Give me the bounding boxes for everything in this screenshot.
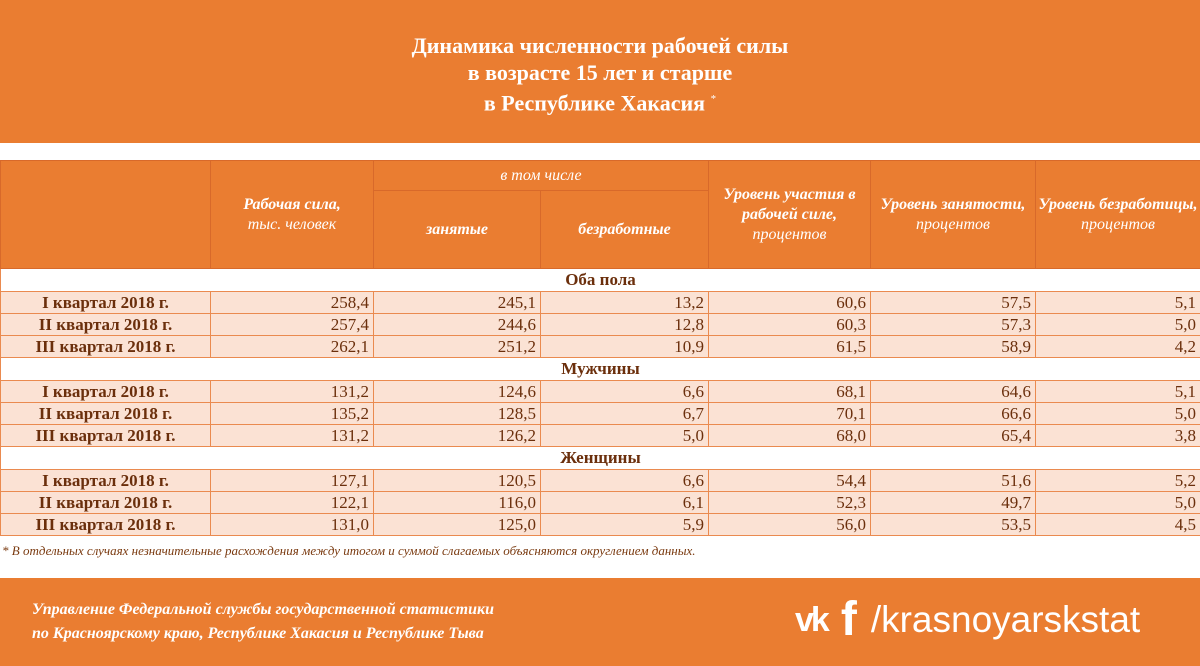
table-cell: 56,0 xyxy=(709,514,871,536)
row-label: II квартал 2018 г. xyxy=(1,314,211,336)
table-cell: 60,6 xyxy=(709,292,871,314)
row-label: III квартал 2018 г. xyxy=(1,514,211,536)
table-cell: 12,8 xyxy=(541,314,709,336)
table-cell: 57,5 xyxy=(871,292,1036,314)
table-cell: 124,6 xyxy=(374,381,541,403)
header-employed: занятые xyxy=(374,191,541,269)
table-cell: 127,1 xyxy=(211,470,374,492)
table-cell: 54,4 xyxy=(709,470,871,492)
row-label: II квартал 2018 г. xyxy=(1,403,211,425)
table-row xyxy=(1,336,1200,358)
table-cell: 126,2 xyxy=(374,425,541,447)
table-cell: 258,4 xyxy=(211,292,374,314)
table-cell: 131,2 xyxy=(211,381,374,403)
table-cell: 257,4 xyxy=(211,314,374,336)
table-cell: 53,5 xyxy=(871,514,1036,536)
section-title: Мужчины xyxy=(1,358,1200,381)
table-cell: 65,4 xyxy=(871,425,1036,447)
table-cell: 262,1 xyxy=(211,336,374,358)
section-title: Оба пола xyxy=(1,269,1200,292)
table-cell: 244,6 xyxy=(374,314,541,336)
section-row xyxy=(1,358,1200,381)
section-row xyxy=(1,447,1200,470)
table-cell: 5,2 xyxy=(1036,470,1200,492)
table-cell: 10,9 xyxy=(541,336,709,358)
table-row xyxy=(1,470,1200,492)
table-cell: 70,1 xyxy=(709,403,871,425)
header-including: в том числе xyxy=(374,161,709,191)
table-cell: 51,6 xyxy=(871,470,1036,492)
header-empty xyxy=(1,161,211,269)
title-banner xyxy=(0,0,1200,143)
table-cell: 125,0 xyxy=(374,514,541,536)
table-cell: 5,0 xyxy=(1036,403,1200,425)
section-title: Женщины xyxy=(1,447,1200,470)
table-cell: 57,3 xyxy=(871,314,1036,336)
header-labor: Рабочая сила, тыс. человек xyxy=(211,161,374,269)
table-cell: 122,1 xyxy=(211,492,374,514)
table-cell: 5,1 xyxy=(1036,381,1200,403)
table-cell: 131,2 xyxy=(211,425,374,447)
row-label: I квартал 2018 г. xyxy=(1,470,211,492)
table-cell: 135,2 xyxy=(211,403,374,425)
table-cell: 245,1 xyxy=(374,292,541,314)
table-cell: 52,3 xyxy=(709,492,871,514)
row-label: I квартал 2018 г. xyxy=(1,381,211,403)
organization-name: Управление Федеральной службы государственной статистики по Красноярскому краю, Республике Хакасия и Республике Тыва xyxy=(32,601,494,642)
table-cell: 64,6 xyxy=(871,381,1036,403)
table-cell: 61,5 xyxy=(709,336,871,358)
table-cell: 68,1 xyxy=(709,381,871,403)
table-cell: 128,5 xyxy=(374,403,541,425)
footer-banner xyxy=(0,578,1200,666)
table-cell: 5,0 xyxy=(541,425,709,447)
table-row xyxy=(1,514,1200,536)
row-label: I квартал 2018 г. xyxy=(1,292,211,314)
table-row xyxy=(1,492,1200,514)
table-cell: 68,0 xyxy=(709,425,871,447)
social-handle[interactable]: /krasnoyarskstat xyxy=(870,599,1141,640)
table-cell: 120,5 xyxy=(374,470,541,492)
vk-icon[interactable]: vk xyxy=(795,600,827,639)
table-cell: 49,7 xyxy=(871,492,1036,514)
table-cell: 6,6 xyxy=(541,381,709,403)
table-cell: 131,0 xyxy=(211,514,374,536)
facebook-icon[interactable]: f xyxy=(840,593,857,646)
row-label: III квартал 2018 г. xyxy=(1,425,211,447)
header-employment: Уровень занятости, процентов xyxy=(871,161,1036,269)
table-cell: 66,6 xyxy=(871,403,1036,425)
table-cell: 5,0 xyxy=(1036,314,1200,336)
table-row xyxy=(1,381,1200,403)
table-row xyxy=(1,403,1200,425)
table-cell: 58,9 xyxy=(871,336,1036,358)
table-cell: 6,1 xyxy=(541,492,709,514)
table-cell: 4,5 xyxy=(1036,514,1200,536)
table-cell: 4,2 xyxy=(1036,336,1200,358)
title-line-1: Динамика численности рабочей силы xyxy=(411,33,789,58)
footnote: * В отдельных случаях незначительные расхождения между итогом и суммой слагаемых объясняются округлением данных. xyxy=(2,543,696,558)
table-cell: 251,2 xyxy=(374,336,541,358)
table-cell: 5,1 xyxy=(1036,292,1200,314)
title-line-3: в Республике Хакасия xyxy=(483,90,706,116)
table-cell: 116,0 xyxy=(374,492,541,514)
table-row xyxy=(1,425,1200,447)
labor-force-table xyxy=(0,160,1200,536)
table-cell: 6,7 xyxy=(541,403,709,425)
title-footnote-mark: * xyxy=(710,93,717,105)
header-unemployed: безработные xyxy=(541,191,709,269)
section-row xyxy=(1,269,1200,292)
row-label: III квартал 2018 г. xyxy=(1,336,211,358)
row-label: II квартал 2018 г. xyxy=(1,492,211,514)
table-cell: 5,0 xyxy=(1036,492,1200,514)
table-cell: 13,2 xyxy=(541,292,709,314)
table-row xyxy=(1,292,1200,314)
table-row xyxy=(1,314,1200,336)
social-links xyxy=(795,593,1141,646)
title-line-2: в возрасте 15 лет и старше xyxy=(467,60,733,85)
table-cell: 6,6 xyxy=(541,470,709,492)
table-cell: 5,9 xyxy=(541,514,709,536)
header-participation: Уровень участия в рабочей силе, процентов xyxy=(709,161,871,269)
table-cell: 60,3 xyxy=(709,314,871,336)
header-unemployment: Уровень безработицы, процентов xyxy=(1036,161,1200,269)
table-cell: 3,8 xyxy=(1036,425,1200,447)
